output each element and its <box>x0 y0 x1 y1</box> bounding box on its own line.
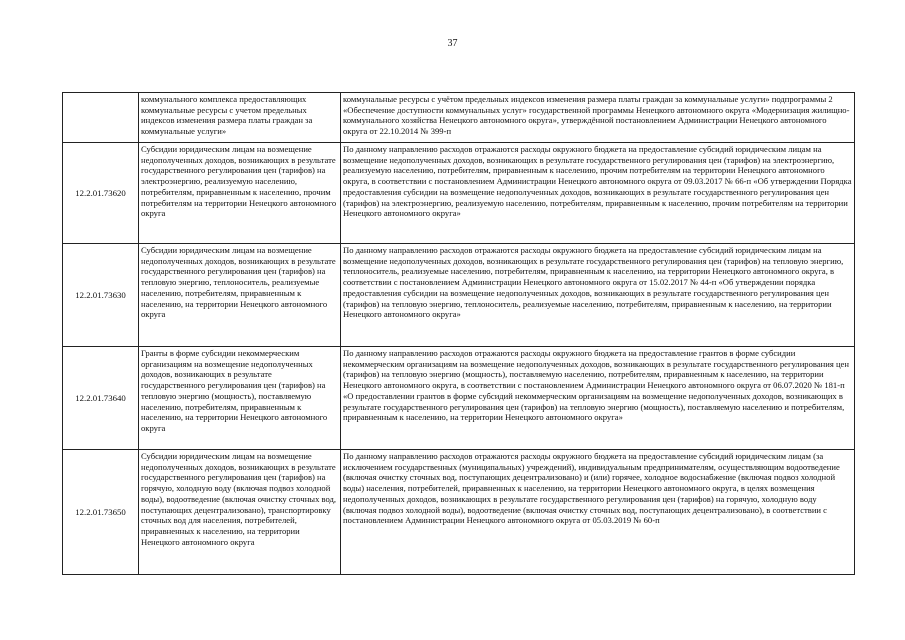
row-code-cell <box>63 93 139 143</box>
table-row <box>63 347 855 450</box>
row-description-cell: По данному направлению расходов отражаются расходы окружного бюджета на предоставление грантов в форме субсидии некоммерческим организациям на возмещение недополученных доходов, возникающих в результате государственного регулирования цен (тарифов) на тепловую энергию (мощность), поставляемую населению, потребителям, приравненным к населению, на территории Ненецкого автономного округа, в соответствии с постановлением Администрации Ненецкого автономного округа от 06.07.2020 № 181-п «О предоставлении грантов в форме субсидий некоммерческим организациям на возмещение недополученных доходов, возникающих в результате государственного регулирования цен (тарифов) на тепловую энергию (мощность), поставляемую населению и потребителям, приравненным к населению, на территории Ненецкого автономного округа» <box>341 347 855 450</box>
row-name-cell: Субсидии юридическим лицам на возмещение недополученных доходов, возникающих в результате государственного регулирования цен (тарифов) на горячую, холодную воду (включая подвоз холодной воды), водоотведение (включая очистку сточных вод, поступающих децентрализовано), транспортировку сточных вод для населения, потребителей, приравненных к населению, на территории Ненецкого автономного округа <box>139 450 341 575</box>
row-code-cell: 12.2.01.73630 <box>63 244 139 347</box>
row-name-cell: Гранты в форме субсидии некоммерческим организациям на возмещение недополученных доходов, возникающих в результате государственного регулирования цен (тарифов) на тепловую энергию (мощность), поставляемую населению, потребителям, приравненным к населению, на территории Ненецкого автономного округа <box>139 347 341 450</box>
table-row <box>63 143 855 244</box>
table-row <box>63 244 855 347</box>
row-description-cell: По данному направлению расходов отражаются расходы окружного бюджета на предоставление субсидий юридическим лицам (за исключением государственных (муниципальных) учреждений), индивидуальным предпринимателям, осуществляющим водоотведение (включая очистку сточных вод, поступающих децентрализовано) и (или) горячее, холодное водоснабжение (включая подвоз холодной воды) населения, потребителей, приравненных к населению, на территории Ненецкого автономного округа, в целях возмещения недополученных доходов, возникающих в результате государственного регулирования цен (тарифов) на горячую, холодную воду (включая подвоз холодной воды), водоотведение (включая очистку сточных вод, поступающих децентрализовано), в соответствии с постановлением Администрации Ненецкого автономного округа от 05.03.2019 № 60-п <box>341 450 855 575</box>
row-name-cell: Субсидии юридическим лицам на возмещение недополученных доходов, возникающих в результате государственного регулирования цен (тарифов) на электроэнергию, реализуемую населению, потребителям, приравненным к населению, прочим потребителям на территории Ненецкого автономного округа <box>139 143 341 244</box>
row-code-cell: 12.2.01.73640 <box>63 347 139 450</box>
budget-classification-table <box>62 92 855 575</box>
row-name-cell: Субсидии юридическим лицам на возмещение недополученных доходов, возникающих в результате государственного регулирования цен (тарифов) на тепловую энергию, теплоноситель, реализуемые населению, потребителям, приравненным к населению, на территории Ненецкого автономного округа <box>139 244 341 347</box>
table-row <box>63 450 855 575</box>
row-description-cell: коммунальные ресурсы с учётом предельных индексов изменения размера платы граждан за коммунальные услуги» подпрограммы 2 «Обеспечение доступности коммунальных услуг» государственной программы Ненецкого автономного округа «Модернизация жилищно-коммунального хозяйства Ненецкого автономного округа», утверждённой постановлением Администрации Ненецкого автономного округа от 22.10.2014 № 399-п <box>341 93 855 143</box>
row-name-cell: коммунального комплекса предоставляющих коммунальные ресурсы с учетом предельных индексов изменения размера платы граждан за коммунальные услуги» <box>139 93 341 143</box>
table-row <box>63 93 855 143</box>
row-description-cell: По данному направлению расходов отражаются расходы окружного бюджета на предоставление субсидий юридическим лицам на возмещение недополученных доходов, возникающих в результате государственного регулирования цен (тарифов) на электроэнергию, реализуемую населению, потребителям, приравненным к населению, прочим потребителям на территории Ненецкого автономного округа, в соответствии с постановлением Администрации Ненецкого автономного округа от 09.03.2017 № 66-п «Об утверждении Порядка предоставления субсидии на возмещение недополученных доходов, возникающих в результате государственного регулирования цен (тарифов) на электроэнергию, реализуемую населению, потребителям, приравненным к населению, прочим потребителям на территории Ненецкого автономного округа» <box>341 143 855 244</box>
row-code-cell: 12.2.01.73650 <box>63 450 139 575</box>
row-description-cell: По данному направлению расходов отражаются расходы окружного бюджета на предоставление субсидий юридическим лицам на возмещение недополученных доходов, возникающих в результате государственного регулирования цен (тарифов) на тепловую энергию, теплоноситель, реализуемые населению, потребителям, приравненным к населению, на территории Ненецкого автономного округа, в соответствии с постановлением Администрации Ненецкого автономного округа от 15.02.2017 № 44-п «Об утверждении порядка предоставления субсидии на возмещение недополученных доходов, возникающих в результате государственного регулирования цен (тарифов) на тепловую энергию, теплоноситель, реализуемые населению, потребителям, приравненным к населению, на территории Ненецкого автономного округа» <box>341 244 855 347</box>
row-code-cell: 12.2.01.73620 <box>63 143 139 244</box>
page-number: 37 <box>447 38 458 49</box>
